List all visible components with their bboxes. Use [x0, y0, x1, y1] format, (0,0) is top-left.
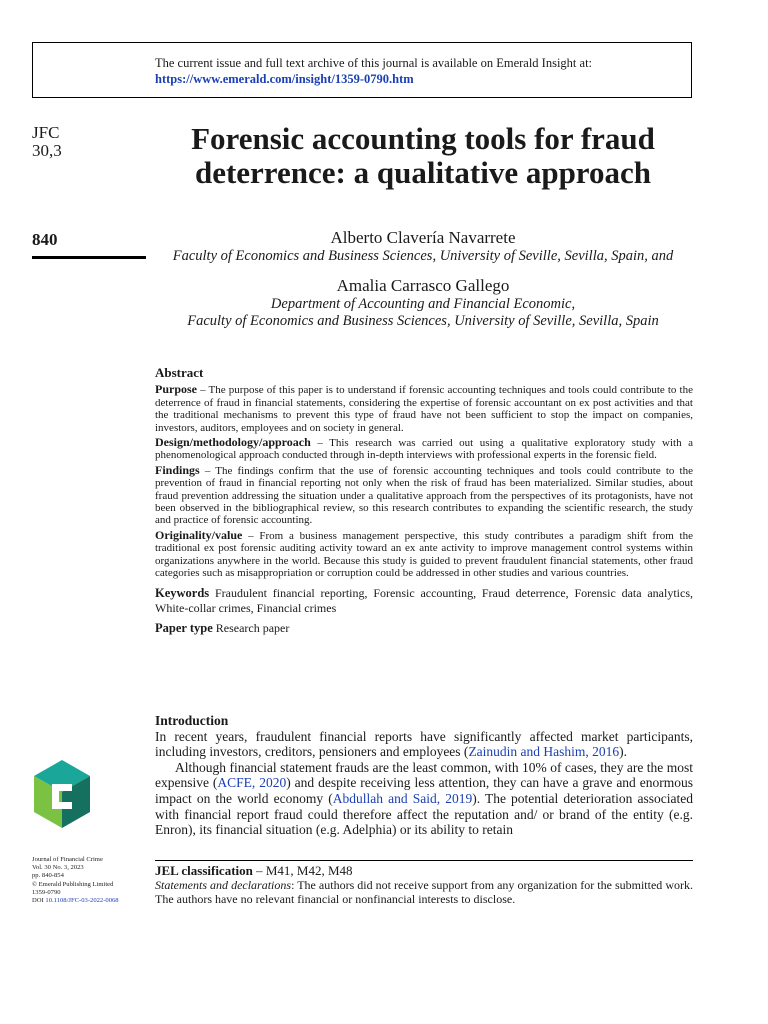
- doi-link[interactable]: 10.1108/JFC-03-2022-0068: [45, 897, 119, 905]
- journal-volume: 30,3: [32, 141, 62, 160]
- abstract-purpose: [155, 383, 693, 434]
- statements-label: Statements and declarations: [155, 878, 292, 892]
- journal-code-block: [32, 124, 62, 160]
- author-affiliation: Department of Accounting and Financial Economic,: [270, 296, 576, 312]
- doi-line: [32, 897, 150, 905]
- article-title: Forensic accounting tools for fraud deterrence: a qualitative approach: [191, 121, 655, 190]
- journal-info-line: © Emerald Publishing Limited: [32, 880, 114, 888]
- abstract-findings: [155, 464, 693, 527]
- section-text: – The purpose of this paper is to understand if forensic accounting techniques and tools could contribute to the deterrence of fraud in financial statements, considering the expertise of forensic accountant on ex post activities and that the traditional mechanisms to prevent this type of fraud have not been sufficient to stop the impact on companies, investors, auditors, employees and on society in general.: [155, 384, 693, 434]
- intro-paragraph-1: [155, 729, 693, 760]
- journal-info-line: Journal of Financial Crime: [32, 856, 103, 863]
- abstract-design: [155, 436, 693, 462]
- section-text: – The findings confirm that the use of forensic accounting techniques and tools could contribute to the prevention of fraud in financial reporting not only when the risk of fraud has been materialized. Similar studies, about fraud prevention addressing the situation under a qualitative approach from the perspectives of its protagonists, have not been observed in the bibliographical review, so this research contributes to expanding the scientific research, the study and practice of forensic accounting.: [155, 464, 693, 527]
- abstract: [155, 367, 693, 634]
- text: In recent years, fraudulent financial reports have significantly affected market participants, including investors, creditors, pensioners and employees (: [155, 728, 693, 760]
- jel-codes: – M41, M42, M48: [252, 863, 353, 878]
- section-label: Purpose: [155, 382, 197, 397]
- journal-info-line: 1359-0790: [32, 888, 61, 896]
- author-name: Alberto Clavería Navarrete: [330, 228, 516, 247]
- access-notice-box: [32, 42, 692, 98]
- text: ).: [619, 744, 628, 760]
- author-2: [150, 276, 696, 330]
- keywords-label: Keywords: [155, 585, 210, 600]
- citation-link[interactable]: ACFE, 2020: [217, 775, 287, 791]
- page-number-rule: [32, 256, 146, 259]
- section-text: – This research was carried out using a qualitative exploratory study with a phenomenological approach conducted through in-depth interviews with professional experts in the forensic field.: [155, 437, 693, 462]
- jel-classification: [155, 864, 693, 878]
- author-affiliation: Faculty of Economics and Business Sciences, University of Seville, Sevilla, Spain, and: [172, 248, 674, 264]
- section-text: – From a business management perspective, this study contributes a paradigm shift from the traditional ex post forensic auditing activity toward an ex ante activity to improve management control systems within organizations anywhere in the world. Because this study is guided to prevent fraudulent financial statements, other fraud categories such as misappropriation or corruption could be addressed in other studies and various countries.: [155, 529, 693, 580]
- page-number: 840: [32, 230, 58, 249]
- paper-type: [155, 622, 693, 634]
- text: ). The potential deterioration associated with financial report fraud could therefore affect the reputation and/ or brand of the entity (e.g. Enron), its financial situation (e.g. Adelphia) or its ability to retain: [155, 790, 693, 838]
- jel-label: JEL classification: [155, 863, 253, 878]
- text: Although financial statement frauds are the least common, with 10% of cases, they are the most expensive (: [155, 759, 693, 791]
- intro-paragraph-2: [155, 760, 693, 838]
- citation-link[interactable]: Abdullah and Said, 2019: [332, 790, 473, 806]
- author-name: Amalia Carrasco Gallego: [336, 276, 510, 295]
- statements: [155, 878, 693, 906]
- journal-info-line: Vol. 30 No. 3, 2023: [32, 864, 84, 872]
- footer-notes: [155, 864, 693, 906]
- notice-text: The current issue and full text archive of this journal is available on Emerald Insight at:: [155, 56, 593, 70]
- footer-rule: [155, 860, 693, 861]
- paper-type-value: Research paper: [212, 620, 290, 635]
- text: ) and despite receiving less attention, they can have a grave and enormous impact on the world economy (: [155, 775, 693, 806]
- journal-info-line: pp. 840-854: [32, 872, 64, 880]
- introduction-heading: Introduction: [155, 713, 229, 728]
- author-affiliation: Faculty of Economics and Business Sciences, University of Seville, Sevilla, Spain: [187, 313, 659, 329]
- introduction: [155, 713, 693, 838]
- crossref-logo-icon[interactable]: [30, 758, 94, 830]
- journal-url-link[interactable]: https://www.emerald.com/insight/1359-0790.htm: [155, 72, 414, 86]
- author-1: [150, 228, 696, 265]
- journal-code: JFC: [32, 123, 60, 142]
- statements-text: : The authors did not receive support from any organization for the submitted work. The authors have no relevant financial or nonfinancial interests to disclose.: [155, 878, 693, 906]
- keywords-text: Fraudulent financial reporting, Forensic accounting, Fraud deterrence, Forensic data analytics, White-collar crimes, Financial crimes: [155, 585, 693, 615]
- section-label: Originality/value: [155, 527, 243, 542]
- doi-label: DOI: [32, 897, 44, 905]
- journal-info: [32, 856, 150, 905]
- citation-link[interactable]: Zainudin and Hashim, 2016: [468, 744, 620, 760]
- abstract-heading: Abstract: [155, 365, 204, 380]
- paper-type-label: Paper type: [155, 620, 213, 635]
- section-label: Findings: [155, 462, 200, 477]
- abstract-originality: [155, 529, 693, 580]
- section-label: Design/methodology/approach: [155, 435, 311, 450]
- keywords: [155, 586, 693, 616]
